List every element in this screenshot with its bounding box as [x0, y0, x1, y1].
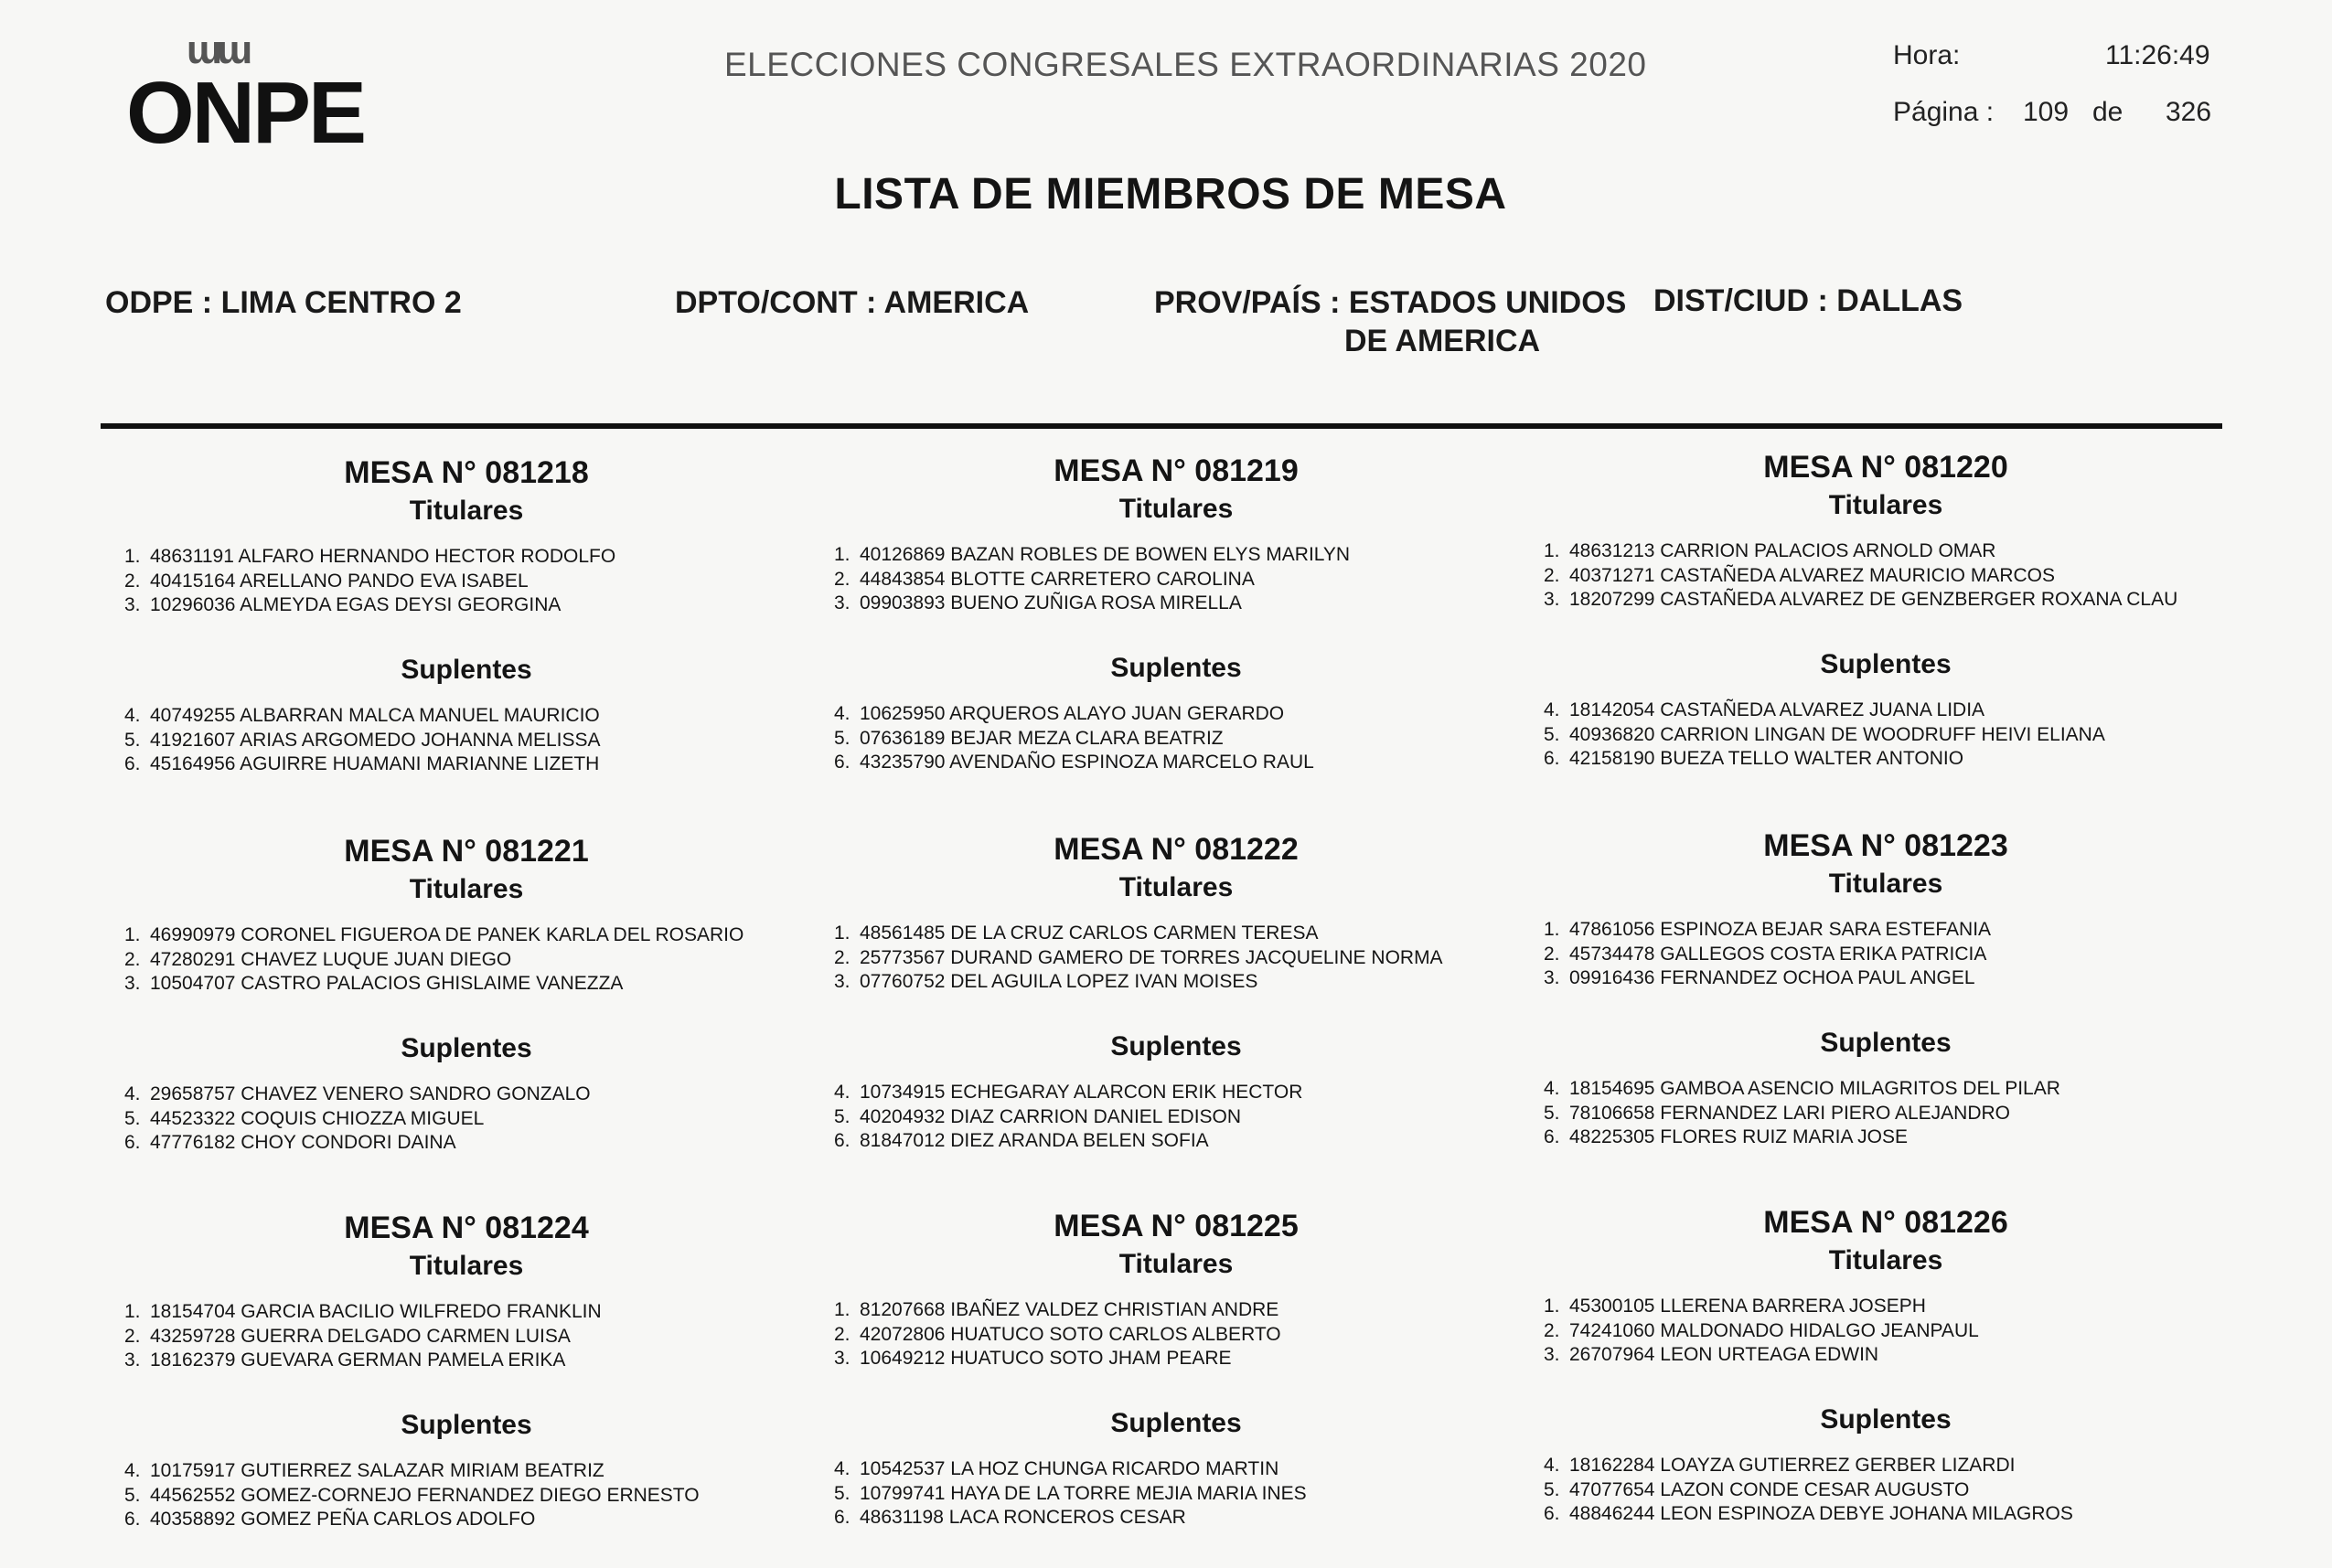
- titular-member: [124, 949, 511, 971]
- member-index: 5.: [1544, 723, 1560, 745]
- member-index: 3.: [1544, 967, 1560, 988]
- member-index: 4.: [124, 1460, 141, 1481]
- titular-member: [834, 569, 1255, 591]
- page-number: 109: [2023, 97, 2070, 127]
- titular-member: [124, 924, 743, 946]
- titulares-heading: Titulares: [1828, 869, 1943, 899]
- suplente-member: [834, 752, 1314, 773]
- time-label: Hora:: [1893, 40, 1961, 70]
- titular-member: [834, 592, 1242, 614]
- member-id-name: 18154695 GAMBOA ASENCIO MILAGRITOS DEL PILAR: [1569, 1078, 2060, 1099]
- member-index: 6.: [834, 752, 850, 773]
- onpe-logo: [126, 27, 365, 162]
- member-index: 4.: [124, 705, 141, 726]
- member-id-name: 48631191 ALFARO HERNANDO HECTOR RODOLFO: [150, 546, 616, 567]
- member-index: 5.: [124, 1484, 141, 1506]
- titulares-heading: Titulares: [409, 1251, 524, 1281]
- member-id-name: 47776182 CHOY CONDORI DAINA: [150, 1132, 456, 1153]
- page-label: Página :: [1893, 97, 1995, 127]
- member-index: 6.: [834, 1130, 850, 1151]
- titular-member: [1544, 565, 2055, 587]
- member-index: 1.: [124, 924, 141, 945]
- member-id-name: 47280291 CHAVEZ LUQUE JUAN DIEGO: [150, 948, 512, 970]
- suplentes-heading: Suplentes: [1110, 1031, 1242, 1061]
- member-index: 3.: [1544, 589, 1560, 610]
- member-id-name: 47861056 ESPINOZA BEJAR SARA ESTEFANIA: [1569, 919, 1992, 940]
- titular-member: [834, 971, 1257, 993]
- mesa-title: MESA N° 081222: [1054, 832, 1299, 867]
- suplente-member: [124, 730, 601, 752]
- titular-member: [1544, 919, 1991, 941]
- member-index: 5.: [1544, 1478, 1560, 1500]
- member-id-name: 10649212 HUATUCO SOTO JHAM PEARE: [860, 1348, 1232, 1369]
- member-index: 1.: [834, 923, 850, 944]
- member-index: 3.: [834, 592, 850, 613]
- suplente-member: [124, 1108, 484, 1130]
- member-id-name: 10504707 CASTRO PALACIOS GHISLAIME VANEZZA: [150, 973, 624, 994]
- member-index: 6.: [124, 753, 141, 774]
- titular-member: [834, 544, 1350, 566]
- titular-member: [124, 546, 615, 568]
- member-index: 2.: [834, 946, 850, 968]
- mesa-title: MESA N° 081221: [344, 834, 589, 869]
- member-id-name: 40204932 DIAZ CARRION DANIEL EDISON: [860, 1105, 1242, 1127]
- suplentes-heading: Suplentes: [1820, 1028, 1952, 1058]
- suplentes-heading: Suplentes: [1820, 649, 1952, 679]
- member-id-name: 48631198 LACA RONCEROS CESAR: [860, 1507, 1186, 1528]
- suplentes-heading: Suplentes: [401, 655, 532, 685]
- member-index: 2.: [1544, 943, 1560, 965]
- member-index: 6.: [124, 1132, 141, 1153]
- mesa-title: MESA N° 081225: [1054, 1209, 1299, 1243]
- member-index: 4.: [1544, 1455, 1560, 1476]
- member-index: 4.: [834, 703, 850, 724]
- member-index: 2.: [124, 948, 141, 970]
- member-id-name: 44523322 COQUIS CHIOZZA MIGUEL: [150, 1107, 485, 1129]
- suplente-member: [124, 1083, 591, 1105]
- titular-member: [1544, 1320, 1979, 1342]
- suplente-member: [124, 1509, 535, 1531]
- member-index: 4.: [834, 1458, 850, 1479]
- member-index: 1.: [834, 1299, 850, 1320]
- suplente-member: [124, 1485, 700, 1507]
- suplente-member: [124, 1460, 604, 1482]
- member-id-name: 18142054 CASTAÑEDA ALVAREZ JUANA LIDIA: [1569, 699, 1985, 720]
- titulares-heading: Titulares: [409, 496, 524, 526]
- suplente-member: [1544, 1078, 2060, 1100]
- member-index: 5.: [834, 1105, 850, 1127]
- member-id-name: 40415164 ARELLANO PANDO EVA ISABEL: [150, 570, 529, 592]
- page-total: 326: [2166, 97, 2212, 127]
- member-index: 5.: [834, 1482, 850, 1504]
- titular-member: [834, 1299, 1278, 1321]
- member-index: 6.: [1544, 1126, 1560, 1147]
- titulares-heading: Titulares: [1118, 872, 1234, 902]
- suplente-member: [1544, 699, 1984, 721]
- page-title-text: LISTA DE MIEMBROS DE MESA: [834, 170, 1507, 219]
- member-index: 1.: [1544, 919, 1560, 940]
- member-id-name: 44843854 BLOTTE CARRETERO CAROLINA: [860, 568, 1255, 590]
- suplente-member: [834, 1106, 1241, 1128]
- member-id-name: 41921607 ARIAS ARGOMEDO JOHANNA MELISSA: [150, 729, 601, 751]
- suplente-member: [1544, 1103, 2010, 1125]
- suplente-member: [834, 1082, 1302, 1104]
- time-value: 11:26:49: [2105, 40, 2210, 70]
- member-id-name: 25773567 DURAND GAMERO DE TORRES JACQUELINE NORMA: [860, 946, 1443, 968]
- suplente-member: [1544, 1503, 2073, 1525]
- titular-member: [1544, 944, 1986, 965]
- member-id-name: 10296036 ALMEYDA EGAS DEYSI GEORGINA: [150, 594, 562, 615]
- member-id-name: 29658757 CHAVEZ VENERO SANDRO GONZALO: [150, 1083, 591, 1104]
- suplente-member: [834, 728, 1224, 750]
- titular-member: [1544, 540, 1995, 562]
- member-index: 6.: [1544, 1503, 1560, 1524]
- mesa-title: MESA N° 081224: [344, 1211, 589, 1245]
- member-id-name: 43235790 AVENDAÑO ESPINOZA MARCELO RAUL: [860, 752, 1314, 773]
- member-id-name: 40749255 ALBARRAN MALCA MANUEL MAURICIO: [150, 705, 600, 726]
- member-index: 2.: [1544, 564, 1560, 586]
- member-id-name: 07760752 DEL AGUILA LOPEZ IVAN MOISES: [860, 971, 1258, 992]
- member-index: 1.: [834, 544, 850, 565]
- member-id-name: 43259728 GUERRA DELGADO CARMEN LUISA: [150, 1325, 571, 1347]
- titulares-heading: Titulares: [1828, 1245, 1943, 1275]
- member-index: 3.: [1544, 1344, 1560, 1365]
- suplente-member: [834, 1458, 1278, 1480]
- member-index: 6.: [1544, 748, 1560, 769]
- member-index: 5.: [124, 729, 141, 751]
- header-divider: [101, 423, 2222, 429]
- member-id-name: 07636189 BEJAR MEZA CLARA BEATRIZ: [860, 727, 1224, 749]
- province-field-continued: DE AMERICA: [1344, 324, 1541, 358]
- member-index: 4.: [124, 1083, 141, 1104]
- titular-member: [1544, 1296, 1926, 1317]
- titular-member: [1544, 589, 2177, 611]
- titular-member: [124, 571, 529, 592]
- member-index: 1.: [1544, 1296, 1560, 1317]
- member-index: 3.: [124, 1349, 141, 1371]
- logo-wordmark: ONPE: [126, 64, 365, 162]
- page-title: [0, 169, 2332, 219]
- member-id-name: 42158190 BUEZA TELLO WALTER ANTONIO: [1569, 748, 1964, 769]
- member-id-name: 45300105 LLERENA BARRERA JOSEPH: [1569, 1296, 1926, 1317]
- member-id-name: 44562552 GOMEZ-CORNEJO FERNANDEZ DIEGO ERNESTO: [150, 1484, 700, 1506]
- titular-member: [124, 1301, 602, 1323]
- member-id-name: 18154704 GARCIA BACILIO WILFREDO FRANKLIN: [150, 1301, 602, 1322]
- member-id-name: 09903893 BUENO ZUÑIGA ROSA MIRELLA: [860, 592, 1242, 613]
- member-id-name: 18162284 LOAYZA GUTIERREZ GERBER LIZARDI: [1569, 1455, 2016, 1476]
- suplentes-heading: Suplentes: [1820, 1404, 1952, 1435]
- mesa-title: MESA N° 081218: [344, 455, 589, 490]
- titulares-heading: Titulares: [1118, 494, 1234, 524]
- titular-member: [834, 923, 1318, 944]
- odpe-field: ODPE : LIMA CENTRO 2: [105, 285, 462, 320]
- member-index: 5.: [124, 1107, 141, 1129]
- member-id-name: 10175917 GUTIERREZ SALAZAR MIRIAM BEATRIZ: [150, 1460, 604, 1481]
- member-index: 3.: [124, 594, 141, 615]
- titulares-heading: Titulares: [1118, 1249, 1234, 1279]
- member-id-name: 10799741 HAYA DE LA TORRE MEJIA MARIA INES: [860, 1482, 1307, 1504]
- suplente-member: [1544, 748, 1963, 770]
- member-id-name: 45734478 GALLEGOS COSTA ERIKA PATRICIA: [1569, 943, 1987, 965]
- suplente-member: [834, 703, 1284, 725]
- member-id-name: 48561485 DE LA CRUZ CARLOS CARMEN TERESA: [860, 923, 1319, 944]
- member-index: 1.: [1544, 540, 1560, 561]
- suplente-member: [834, 1130, 1209, 1152]
- member-id-name: 48225305 FLORES RUIZ MARIA JOSE: [1569, 1126, 1908, 1147]
- suplentes-heading: Suplentes: [401, 1410, 532, 1440]
- member-index: 2.: [1544, 1319, 1560, 1341]
- member-id-name: 40936820 CARRION LINGAN DE WOODRUFF HEIVI ELIANA: [1569, 723, 2105, 745]
- department-field: DPTO/CONT : AMERICA: [675, 285, 1030, 320]
- mesa-title: MESA N° 081219: [1054, 453, 1299, 488]
- member-id-name: 40358892 GOMEZ PEÑA CARLOS ADOLFO: [150, 1509, 536, 1530]
- member-id-name: 18162379 GUEVARA GERMAN PAMELA ERIKA: [150, 1349, 566, 1371]
- suplentes-heading: Suplentes: [1110, 653, 1242, 683]
- member-index: 5.: [1544, 1102, 1560, 1124]
- member-index: 5.: [834, 727, 850, 749]
- titulares-heading: Titulares: [1828, 490, 1943, 520]
- suplente-member: [124, 753, 599, 775]
- member-index: 2.: [124, 1325, 141, 1347]
- member-id-name: 48846244 LEON ESPINOZA DEBYE JOHANA MILAGROS: [1569, 1503, 2073, 1524]
- province-field: PROV/PAÍS : ESTADOS UNIDOS: [1154, 285, 1627, 320]
- member-id-name: 26707964 LEON URTEAGA EDWIN: [1569, 1344, 1879, 1365]
- titular-member: [1544, 1344, 1878, 1366]
- ballot-hand-icon: ɯɯ: [187, 27, 248, 72]
- suplente-member: [1544, 1479, 1969, 1501]
- member-id-name: 40371271 CASTAÑEDA ALVAREZ MAURICIO MARCOS: [1569, 564, 2056, 586]
- election-title: ELECCIONES CONGRESALES EXTRAORDINARIAS 2020: [724, 46, 1647, 83]
- suplente-member: [1544, 724, 2105, 746]
- member-index: 3.: [124, 973, 141, 994]
- member-id-name: 18207299 CASTAÑEDA ALVAREZ DE GENZBERGER ROXANA CLAU: [1569, 589, 2178, 610]
- member-id-name: 10734915 ECHEGARAY ALARCON ERIK HECTOR: [860, 1082, 1303, 1103]
- member-index: 2.: [834, 1323, 850, 1345]
- member-index: 4.: [1544, 1078, 1560, 1099]
- page-of-label: de: [2092, 97, 2123, 127]
- suplente-member: [834, 1483, 1307, 1505]
- district-field: DIST/CIUD : DALLAS: [1653, 283, 1963, 318]
- member-index: 1.: [124, 1301, 141, 1322]
- titular-member: [124, 1326, 571, 1348]
- member-id-name: 40126869 BAZAN ROBLES DE BOWEN ELYS MARILYN: [860, 544, 1351, 565]
- suplente-member: [1544, 1126, 1908, 1148]
- mesa-title: MESA N° 081220: [1763, 450, 2008, 485]
- member-id-name: 45164956 AGUIRRE HUAMANI MARIANNE LIZETH: [150, 753, 600, 774]
- member-id-name: 78106658 FERNANDEZ LARI PIERO ALEJANDRO: [1569, 1102, 2011, 1124]
- member-id-name: 46990979 CORONEL FIGUEROA DE PANEK KARLA DEL ROSARIO: [150, 924, 744, 945]
- member-index: 4.: [1544, 699, 1560, 720]
- member-index: 2.: [834, 568, 850, 590]
- titular-member: [834, 947, 1443, 969]
- member-id-name: 81847012 DIEZ ARANDA BELEN SOFIA: [860, 1130, 1209, 1151]
- member-index: 4.: [834, 1082, 850, 1103]
- member-index: 3.: [834, 1348, 850, 1369]
- titular-member: [124, 594, 561, 616]
- suplente-member: [124, 1132, 456, 1154]
- member-id-name: 09916436 FERNANDEZ OCHOA PAUL ANGEL: [1569, 967, 1975, 988]
- member-id-name: 81207668 IBAÑEZ VALDEZ CHRISTIAN ANDRE: [860, 1299, 1279, 1320]
- member-index: 1.: [124, 546, 141, 567]
- member-index: 2.: [124, 570, 141, 592]
- titular-member: [1544, 967, 1975, 989]
- titular-member: [124, 973, 623, 995]
- member-id-name: 10542537 LA HOZ CHUNGA RICARDO MARTIN: [860, 1458, 1279, 1479]
- member-index: 6.: [124, 1509, 141, 1530]
- titulares-heading: Titulares: [409, 874, 524, 904]
- suplente-member: [1544, 1455, 2015, 1477]
- titular-member: [834, 1348, 1232, 1370]
- member-id-name: 10625950 ARQUEROS ALAYO JUAN GERARDO: [860, 703, 1285, 724]
- member-id-name: 47077654 LAZON CONDE CESAR AUGUSTO: [1569, 1478, 1970, 1500]
- titular-member: [834, 1324, 1281, 1346]
- mesa-title: MESA N° 081223: [1763, 828, 2008, 863]
- member-id-name: 48631213 CARRION PALACIOS ARNOLD OMAR: [1569, 540, 1996, 561]
- suplente-member: [834, 1507, 1186, 1529]
- member-id-name: 42072806 HUATUCO SOTO CARLOS ALBERTO: [860, 1323, 1281, 1345]
- mesa-title: MESA N° 081226: [1763, 1205, 2008, 1240]
- member-id-name: 74241060 MALDONADO HIDALGO JEANPAUL: [1569, 1319, 1979, 1341]
- member-index: 3.: [834, 971, 850, 992]
- member-index: 6.: [834, 1507, 850, 1528]
- suplentes-heading: Suplentes: [1110, 1408, 1242, 1438]
- suplente-member: [124, 705, 600, 727]
- titular-member: [124, 1349, 565, 1371]
- suplentes-heading: Suplentes: [401, 1033, 532, 1063]
